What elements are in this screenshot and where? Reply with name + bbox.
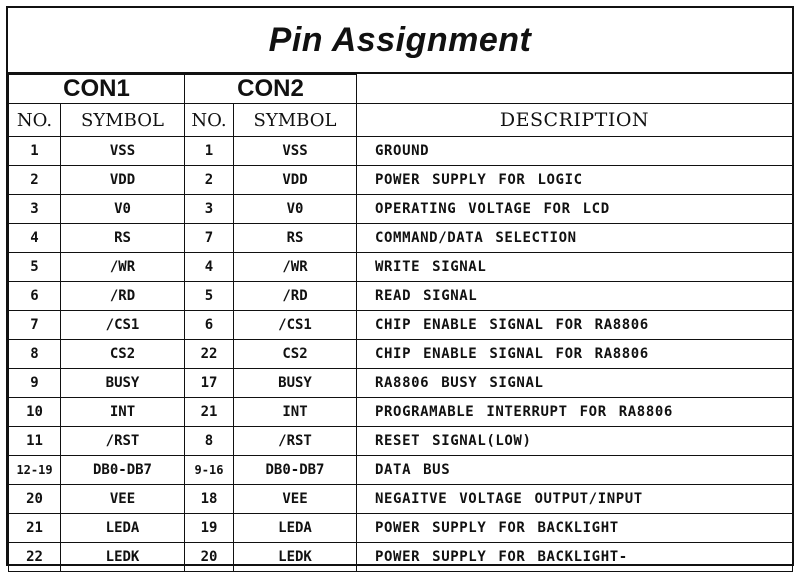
con1-pin-number: 10 [9, 398, 61, 427]
con1-symbol: DB0-DB7 [61, 456, 185, 485]
con2-pin-number: 22 [185, 340, 234, 369]
con1-pin-number: 8 [9, 340, 61, 369]
con1-symbol: CS2 [61, 340, 185, 369]
pin-description: DATA BUS [357, 456, 793, 485]
con2-pin-number: 5 [185, 282, 234, 311]
con1-pin-number: 11 [9, 427, 61, 456]
table-row [9, 166, 793, 195]
con1-symbol: VEE [61, 485, 185, 514]
pin-table [8, 74, 793, 572]
con2-symbol-header: SYMBOL [234, 104, 357, 137]
con1-pin-number: 4 [9, 224, 61, 253]
table-row [9, 195, 793, 224]
con2-pin-number: 6 [185, 311, 234, 340]
con2-symbol: BUSY [234, 369, 357, 398]
con2-symbol: VEE [234, 485, 357, 514]
con2-pin-number: 2 [185, 166, 234, 195]
con1-no-header: NO. [9, 104, 61, 137]
con2-pin-number: 3 [185, 195, 234, 224]
pin-description: RA8806 BUSY SIGNAL [357, 369, 793, 398]
table-row [9, 340, 793, 369]
pin-description: RESET SIGNAL(LOW) [357, 427, 793, 456]
con1-symbol: V0 [61, 195, 185, 224]
pin-assignment-sheet [6, 6, 794, 566]
con2-pin-number: 4 [185, 253, 234, 282]
table-row [9, 137, 793, 166]
table-row [9, 282, 793, 311]
con1-pin-number: 5 [9, 253, 61, 282]
con2-pin-number: 17 [185, 369, 234, 398]
table-row [9, 427, 793, 456]
table-row [9, 398, 793, 427]
con1-pin-number: 2 [9, 166, 61, 195]
con1-symbol: RS [61, 224, 185, 253]
con1-pin-number: 1 [9, 137, 61, 166]
con2-symbol: LEDA [234, 514, 357, 543]
con2-symbol: /RD [234, 282, 357, 311]
con2-symbol: CS2 [234, 340, 357, 369]
con2-pin-number: 19 [185, 514, 234, 543]
table-row [9, 514, 793, 543]
con2-symbol: INT [234, 398, 357, 427]
con1-symbol: INT [61, 398, 185, 427]
page-title: Pin Assignment [8, 8, 792, 74]
con1-pin-number: 12-19 [9, 456, 61, 485]
pin-description: PROGRAMABLE INTERRUPT FOR RA8806 [357, 398, 793, 427]
pin-description: POWER SUPPLY FOR LOGIC [357, 166, 793, 195]
con2-pin-number: 20 [185, 543, 234, 572]
con2-pin-number: 18 [185, 485, 234, 514]
pin-description: COMMAND/DATA SELECTION [357, 224, 793, 253]
con2-pin-number: 8 [185, 427, 234, 456]
con1-group-label: CON1 [9, 75, 185, 104]
pin-description: GROUND [357, 137, 793, 166]
con1-symbol: VDD [61, 166, 185, 195]
con1-pin-number: 22 [9, 543, 61, 572]
pin-description: READ SIGNAL [357, 282, 793, 311]
con1-pin-number: 7 [9, 311, 61, 340]
con2-symbol: LEDK [234, 543, 357, 572]
con2-symbol: /WR [234, 253, 357, 282]
con2-symbol: /RST [234, 427, 357, 456]
con2-symbol: VSS [234, 137, 357, 166]
group-header-spacer [357, 75, 793, 104]
con1-symbol: /WR [61, 253, 185, 282]
con1-symbol: LEDA [61, 514, 185, 543]
table-row [9, 224, 793, 253]
con2-pin-number: 21 [185, 398, 234, 427]
con2-symbol: V0 [234, 195, 357, 224]
pin-description: POWER SUPPLY FOR BACKLIGHT- [357, 543, 793, 572]
con2-symbol: VDD [234, 166, 357, 195]
table-row [9, 485, 793, 514]
pin-description: CHIP ENABLE SIGNAL FOR RA8806 [357, 311, 793, 340]
con2-pin-number: 1 [185, 137, 234, 166]
table-row [9, 543, 793, 572]
con2-pin-number: 9-16 [185, 456, 234, 485]
con1-pin-number: 6 [9, 282, 61, 311]
description-header: DESCRIPTION [357, 104, 793, 137]
pin-description: POWER SUPPLY FOR BACKLIGHT [357, 514, 793, 543]
pin-description: OPERATING VOLTAGE FOR LCD [357, 195, 793, 224]
table-row [9, 369, 793, 398]
con1-symbol: /RD [61, 282, 185, 311]
con2-symbol: RS [234, 224, 357, 253]
con1-pin-number: 3 [9, 195, 61, 224]
con1-symbol: VSS [61, 137, 185, 166]
table-row [9, 456, 793, 485]
con1-symbol: BUSY [61, 369, 185, 398]
con1-symbol: /CS1 [61, 311, 185, 340]
table-row [9, 311, 793, 340]
con1-pin-number: 9 [9, 369, 61, 398]
con1-symbol: /RST [61, 427, 185, 456]
group-header-row [9, 75, 793, 104]
con2-symbol: DB0-DB7 [234, 456, 357, 485]
con1-pin-number: 21 [9, 514, 61, 543]
con2-no-header: NO. [185, 104, 234, 137]
column-header-row [9, 104, 793, 137]
con1-symbol-header: SYMBOL [61, 104, 185, 137]
con2-symbol: /CS1 [234, 311, 357, 340]
pin-description: CHIP ENABLE SIGNAL FOR RA8806 [357, 340, 793, 369]
con2-pin-number: 7 [185, 224, 234, 253]
con1-symbol: LEDK [61, 543, 185, 572]
pin-description: WRITE SIGNAL [357, 253, 793, 282]
table-row [9, 253, 793, 282]
con1-pin-number: 20 [9, 485, 61, 514]
pin-description: NEGAITVE VOLTAGE OUTPUT/INPUT [357, 485, 793, 514]
con2-group-label: CON2 [185, 75, 357, 104]
